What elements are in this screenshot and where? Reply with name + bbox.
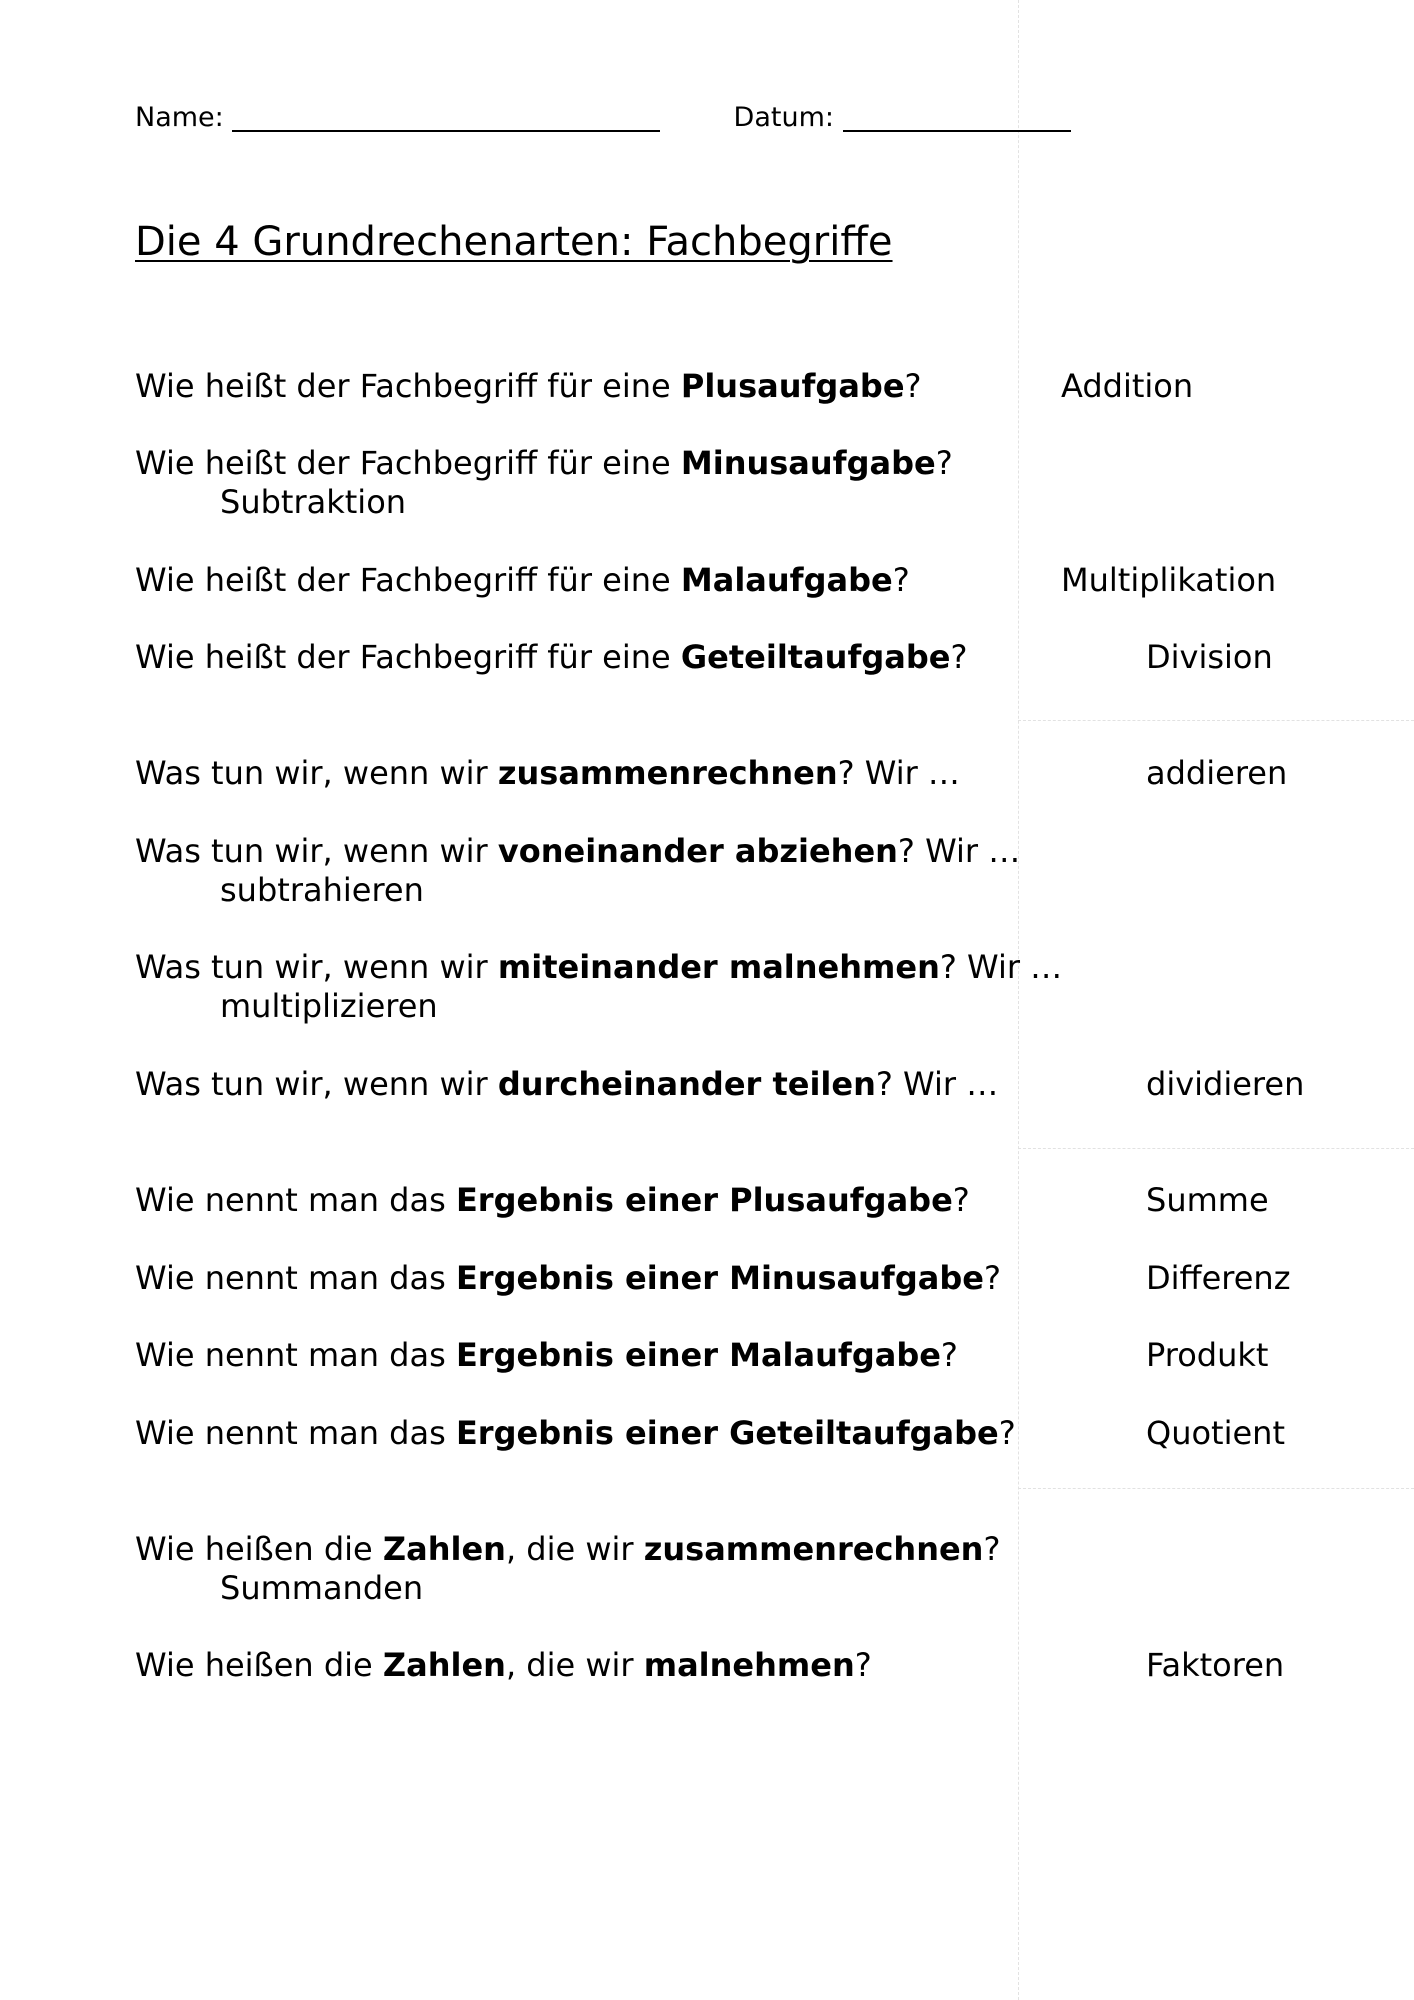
answer-text: Subtraktion bbox=[220, 483, 407, 521]
page-title: Die 4 Grundrechenarten: Fachbegriffe bbox=[135, 219, 893, 265]
date-label: Datum: bbox=[733, 102, 834, 133]
question-row: Was tun wir, wenn wir miteinander malnehmen? Wir … bbox=[135, 948, 1063, 986]
answer-text: addieren bbox=[1146, 754, 1288, 792]
answer-text: Quotient bbox=[1146, 1414, 1285, 1452]
question-row: Wie heißen die Zahlen, die wir malnehmen? bbox=[135, 1646, 872, 1684]
answer-text: Summanden bbox=[220, 1569, 424, 1607]
question-row: Wie heißt der Fachbegriff für eine Minusaufgabe? bbox=[135, 444, 953, 482]
question-row: Wie nennt man das Ergebnis einer Geteiltaufgabe? bbox=[135, 1414, 1016, 1452]
name-blank-line bbox=[232, 130, 660, 132]
answer-text: Division bbox=[1146, 638, 1273, 676]
question-row: Wie heißen die Zahlen, die wir zusammenrechnen? bbox=[135, 1530, 1001, 1568]
answer-text: Faktoren bbox=[1146, 1646, 1285, 1684]
answer-text: Multiplikation bbox=[1061, 561, 1277, 599]
answer-text: subtrahieren bbox=[220, 871, 424, 909]
cut-guide-vertical bbox=[1018, 0, 1019, 2000]
question-row: Was tun wir, wenn wir voneinander abziehen? Wir … bbox=[135, 832, 1021, 870]
date-blank-line bbox=[843, 130, 1071, 132]
cut-guide-horizontal bbox=[1018, 1148, 1414, 1149]
question-row: Wie nennt man das Ergebnis einer Plusaufgabe? bbox=[135, 1181, 970, 1219]
question-row: Wie heißt der Fachbegriff für eine Geteiltaufgabe? bbox=[135, 638, 968, 676]
question-row: Wie nennt man das Ergebnis einer Minusaufgabe? bbox=[135, 1259, 1001, 1297]
cut-guide-horizontal bbox=[1018, 1488, 1414, 1489]
answer-text: dividieren bbox=[1146, 1065, 1305, 1103]
answer-text: multiplizieren bbox=[220, 987, 438, 1025]
question-row: Wie nennt man das Ergebnis einer Malaufgabe? bbox=[135, 1336, 958, 1374]
worksheet-header bbox=[135, 100, 1071, 136]
question-row: Was tun wir, wenn wir durcheinander teilen? Wir … bbox=[135, 1065, 999, 1103]
question-row: Was tun wir, wenn wir zusammenrechnen? Wir … bbox=[135, 754, 960, 792]
cut-guide-horizontal bbox=[1018, 720, 1414, 721]
question-row: Wie heißt der Fachbegriff für eine Malaufgabe? bbox=[135, 561, 910, 599]
answer-text: Addition bbox=[1061, 367, 1194, 405]
answer-text: Differenz bbox=[1146, 1259, 1291, 1297]
question-row: Wie heißt der Fachbegriff für eine Plusaufgabe? bbox=[135, 367, 922, 405]
name-label: Name: bbox=[135, 102, 224, 133]
answer-text: Produkt bbox=[1146, 1336, 1269, 1374]
answer-text: Summe bbox=[1146, 1181, 1269, 1219]
